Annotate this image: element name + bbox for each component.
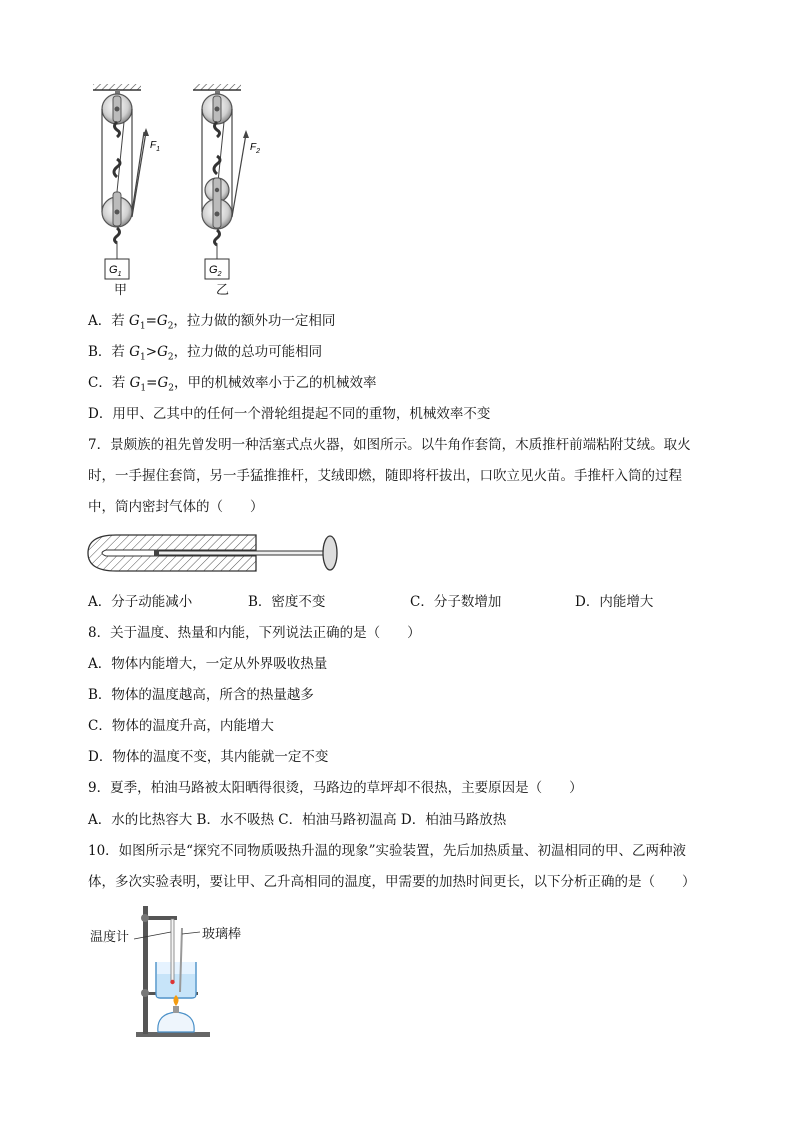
q7-stem-line1: 7．景颇族的祖先曾发明一种活塞式点火器，如图所示。以牛角作套筒，木质推杆前端粘附艾绒。取火	[88, 437, 691, 453]
weight2-label: $G_2$	[209, 264, 222, 278]
heating-apparatus-figure	[88, 902, 268, 1042]
q9-stem: 9．夏季，柏油马路被太阳晒得很烫，马路边的草坪却不很热，主要原因是（ ）	[88, 780, 583, 796]
q7-options	[88, 592, 708, 612]
q8-option-d: D．物体的温度不变，其内能就一定不变	[88, 749, 329, 765]
q7-option-c: C．分子数增加	[410, 594, 502, 610]
q7-option-b: B．密度不变	[248, 594, 326, 610]
q9-options: A．水的比热容大 B．水不吸热 C．柏油马路初温高 D．柏油马路放热	[88, 812, 507, 828]
force2-label: $F_2$	[250, 142, 261, 155]
q7-option-d: D．内能增大	[575, 594, 654, 610]
q8-option-a: A．物体内能增大，一定从外界吸收热量	[88, 656, 328, 672]
q8-option-b: B．物体的温度越高，所含的热量越多	[88, 687, 314, 703]
q8-option-c: C．物体的温度升高，内能增大	[88, 718, 274, 734]
label-yi: 乙	[216, 282, 230, 297]
label-jia: 甲	[114, 282, 128, 297]
force1-label: $F_1$	[150, 140, 161, 153]
pulley-figure	[88, 82, 288, 292]
q7-stem-line3: 中，筒内密封气体的（ ）	[88, 499, 264, 515]
q6-option-a: A．若 $G_1=G_2$，拉力做的额外功一定相同	[88, 313, 336, 332]
q7-stem-line2: 时，一手握住套筒，另一手猛推推杆，艾绒即燃，随即将杆拔出，口吹立见火苗。手推杆入筒的过程	[88, 468, 682, 484]
q10-stem-line2: 体，多次实验表明，要让甲、乙升高相同的温度，甲需要的加热时间更长，以下分析正确的是（ ）	[88, 874, 696, 890]
glass-rod-label: 玻璃棒	[202, 926, 242, 941]
piston-lighter-figure	[86, 527, 348, 577]
q10-stem-line1: 10．如图所示是“探究不同物质吸热升温的现象”实验装置，先后加热质量、初温相同的甲、乙两种液	[88, 843, 686, 859]
q7-option-a: A．分子动能减小	[88, 594, 193, 610]
q6-option-b: B．若 $G_1>G_2$，拉力做的总功可能相同	[88, 344, 323, 363]
q6-option-d: D．用甲、乙其中的任何一个滑轮组提起不同的重物，机械效率不变	[88, 406, 491, 422]
q8-stem: 8．关于温度、热量和内能，下列说法正确的是（ ）	[88, 625, 421, 641]
thermometer-label: 温度计	[90, 929, 130, 944]
weight1-label: $G_1$	[109, 264, 122, 278]
q6-option-c: C．若 $G_1=G_2$，甲的机械效率小于乙的机械效率	[88, 375, 377, 394]
